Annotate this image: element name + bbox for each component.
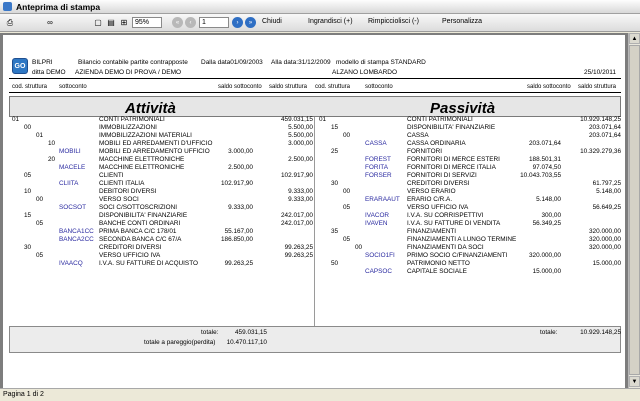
date-from: Dalla data01/09/2003 bbox=[201, 59, 263, 66]
header-divider bbox=[9, 78, 621, 79]
left-cod-struttura: 15 bbox=[24, 212, 32, 219]
title-bar bbox=[0, 0, 640, 14]
right-cod-struttura: 05 bbox=[343, 236, 351, 243]
totals-box bbox=[9, 326, 621, 353]
right-saldo-sottoconto: 5.148,00 bbox=[536, 196, 561, 203]
left-cod-struttura: 05 bbox=[24, 172, 32, 179]
zoom-icon[interactable]: ⊞ bbox=[120, 18, 128, 27]
left-sottoconto-code: CLIITA bbox=[59, 180, 79, 187]
single-page-icon[interactable]: ▢ bbox=[94, 18, 102, 27]
right-cod-struttura: 00 bbox=[355, 244, 363, 251]
right-sottoconto-code: IVAVEN bbox=[365, 220, 388, 227]
left-cod-struttura: 01 bbox=[12, 116, 20, 123]
status-bar bbox=[0, 388, 640, 401]
right-saldo-sottoconto: 320.000,00 bbox=[529, 252, 561, 259]
table-row bbox=[3, 132, 625, 140]
left-description: MOBILI ED ARREDAMENTI D'UFFICIO bbox=[99, 140, 213, 147]
pareggio-label: totale a pareggio(perdita) bbox=[144, 339, 216, 346]
right-description: CAPITALE SOCIALE bbox=[407, 268, 467, 275]
left-sottoconto-code: BANCA2CC bbox=[59, 236, 94, 243]
right-saldo-sottoconto: 188.501,31 bbox=[529, 156, 561, 163]
right-description: FINANZIAMENTI bbox=[407, 228, 456, 235]
left-description: VERSO UFFICIO IVA bbox=[99, 252, 161, 259]
right-total-value: 10.929.148,25 bbox=[580, 329, 621, 336]
right-saldo-sottoconto: 15.000,00 bbox=[532, 268, 561, 275]
left-saldo-sottoconto: 99.263,25 bbox=[224, 260, 253, 267]
left-description: SECONDA BANCA C/C 67/A bbox=[99, 236, 182, 243]
right-cod-struttura: 30 bbox=[331, 180, 339, 187]
right-description: DISPONIBILITA' FINANZIARIE bbox=[407, 124, 496, 131]
table-row bbox=[3, 244, 625, 252]
right-cod-struttura: 25 bbox=[331, 148, 339, 155]
right-total-label: totale: bbox=[540, 329, 558, 336]
right-description: VERSO ERARIO bbox=[407, 188, 456, 195]
right-description: FORNITORI DI MERCE ITALIA bbox=[407, 164, 496, 171]
right-description: CASSA bbox=[407, 132, 429, 139]
right-sottoconto-code: ERARAAUT bbox=[365, 196, 400, 203]
left-cod-struttura: 05 bbox=[36, 220, 44, 227]
left-cod-struttura: 10 bbox=[48, 140, 56, 147]
left-saldo-struttura: 2.500,00 bbox=[288, 156, 313, 163]
left-saldo-sottoconto: 9.333,00 bbox=[228, 204, 253, 211]
attivita-title: Attività bbox=[125, 100, 176, 117]
table-row bbox=[3, 236, 625, 244]
right-saldo-sottoconto: 300,00 bbox=[541, 212, 561, 219]
right-description: PATRIMONIO NETTO bbox=[407, 260, 470, 267]
left-description: SOCI C/SOTTOSCRIZIONI bbox=[99, 204, 177, 211]
table-row bbox=[3, 204, 625, 212]
col-saldo-sottoconto-left: saldo sottoconto bbox=[218, 84, 262, 90]
left-description: VERSO SOCI bbox=[99, 196, 139, 203]
right-saldo-struttura: 10.929.148,25 bbox=[580, 116, 621, 123]
table-row bbox=[3, 172, 625, 180]
table-row bbox=[3, 260, 625, 268]
left-saldo-sottoconto: 2.500,00 bbox=[228, 164, 253, 171]
page-input[interactable]: 1 bbox=[199, 17, 229, 28]
left-saldo-struttura: 242.017,00 bbox=[281, 212, 313, 219]
table-row bbox=[3, 268, 625, 276]
col-saldo-struttura-right: saldo struttura bbox=[578, 84, 617, 90]
right-saldo-sottoconto: 10.043.703,55 bbox=[520, 172, 561, 179]
section-header bbox=[9, 96, 621, 117]
right-saldo-struttura: 320.000,00 bbox=[589, 244, 621, 251]
right-saldo-struttura: 320.000,00 bbox=[589, 228, 621, 235]
table-row bbox=[3, 124, 625, 132]
right-description: CREDITORI DIVERSI bbox=[407, 180, 470, 187]
first-page-button[interactable]: « bbox=[172, 17, 183, 28]
table-row bbox=[3, 116, 625, 124]
left-description: IMMOBILIZZAZIONI MATERIALI bbox=[99, 132, 192, 139]
left-saldo-sottoconto: 186.850,00 bbox=[221, 236, 253, 243]
right-cod-struttura: 01 bbox=[319, 116, 327, 123]
left-cod-struttura: 00 bbox=[36, 196, 44, 203]
right-cod-struttura: 00 bbox=[343, 132, 351, 139]
left-description: CREDITORI DIVERSI bbox=[99, 244, 162, 251]
right-description: FINANZIAMENTI DA SOCI bbox=[407, 244, 484, 251]
right-saldo-struttura: 15.000,00 bbox=[592, 260, 621, 267]
left-total-label: totale: bbox=[201, 329, 219, 336]
right-cod-struttura: 15 bbox=[331, 124, 339, 131]
right-sottoconto-code: SOCIO1FI bbox=[365, 252, 395, 259]
right-cod-struttura: 05 bbox=[343, 204, 351, 211]
print-date: 25/10/2011 bbox=[584, 69, 617, 76]
left-description: BANCHE CONTI ORDINARI bbox=[99, 220, 181, 227]
left-saldo-sottoconto: 102.917,90 bbox=[221, 180, 253, 187]
right-cod-struttura: 00 bbox=[343, 188, 351, 195]
scroll-up-icon[interactable]: ▲ bbox=[629, 33, 640, 44]
company-label: ditta DEMO bbox=[32, 69, 66, 76]
table-row bbox=[3, 140, 625, 148]
left-total-value: 459.031,15 bbox=[235, 329, 267, 336]
right-saldo-struttura: 61.797,25 bbox=[592, 180, 621, 187]
table-row bbox=[3, 164, 625, 172]
col-sottoconto-left: sottoconto bbox=[59, 84, 87, 90]
binoculars-icon[interactable]: ∞ bbox=[47, 18, 53, 27]
table-row bbox=[3, 188, 625, 196]
vertical-scrollbar[interactable] bbox=[628, 33, 640, 388]
right-saldo-sottoconto: 97.074,50 bbox=[532, 164, 561, 171]
last-page-button[interactable]: » bbox=[245, 17, 256, 28]
report-title: Bilancio contabile partite contrapposte bbox=[78, 59, 188, 66]
right-saldo-struttura: 5.148,00 bbox=[596, 188, 621, 195]
report-code: BILPRI bbox=[32, 59, 53, 66]
right-cod-struttura: 50 bbox=[331, 260, 339, 267]
left-sottoconto-code: BANCA1CC bbox=[59, 228, 94, 235]
right-description: FORNITORI DI SERVIZI bbox=[407, 172, 477, 179]
left-saldo-sottoconto: 55.167,00 bbox=[224, 228, 253, 235]
zoom-out-button[interactable]: Rimpicciolisci (-) bbox=[368, 18, 419, 25]
left-saldo-struttura: 102.917,90 bbox=[281, 172, 313, 179]
right-saldo-sottoconto: 56.349,25 bbox=[532, 220, 561, 227]
left-description: CONTI PATRIMONIALI bbox=[99, 116, 165, 123]
left-description: DEBITORI DIVERSI bbox=[99, 188, 157, 195]
left-saldo-struttura: 5.500,00 bbox=[288, 124, 313, 131]
zoom-input[interactable]: 95% bbox=[132, 17, 162, 28]
right-description: ERARIO C/R.A. bbox=[407, 196, 453, 203]
left-description: PRIMA BANCA C/C 178/01 bbox=[99, 228, 177, 235]
left-cod-struttura: 05 bbox=[36, 252, 44, 259]
table-row bbox=[3, 252, 625, 260]
table-row bbox=[3, 148, 625, 156]
col-cod-struttura-left: cod. struttura bbox=[12, 84, 48, 90]
left-saldo-struttura: 5.500,00 bbox=[288, 132, 313, 139]
left-description: MOBILI ED ARREDAMENTO UFFICIO bbox=[99, 148, 210, 155]
right-description: PRIMO SOCIO C/FINANZIAMENTI bbox=[407, 252, 508, 259]
left-cod-struttura: 30 bbox=[24, 244, 32, 251]
table-row bbox=[3, 156, 625, 164]
window-title: Anteprima di stampa bbox=[16, 1, 101, 12]
app-icon bbox=[3, 2, 12, 11]
left-description: MACCHINE ELETTRONICHE bbox=[99, 156, 185, 163]
left-description: CLIENTI ITALIA bbox=[99, 180, 145, 187]
col-sottoconto-right: sottoconto bbox=[365, 84, 393, 90]
right-sottoconto-code: IVACOR bbox=[365, 212, 390, 219]
col-saldo-struttura-left: saldo struttura bbox=[269, 84, 308, 90]
left-description: CLIENTI bbox=[99, 172, 124, 179]
scroll-down-icon[interactable]: ▼ bbox=[629, 376, 640, 387]
print-icon[interactable]: ⎙ bbox=[6, 17, 14, 27]
right-sottoconto-code: FOREST bbox=[365, 156, 391, 163]
right-description: I.V.A. SU FATTURE DI VENDITA bbox=[407, 220, 501, 227]
page-info: Pagina 1 di 2 bbox=[3, 391, 44, 398]
left-description: MACCHINE ELETTRONICHE bbox=[99, 164, 185, 171]
left-cod-struttura: 00 bbox=[24, 124, 32, 131]
print-model: modello di stampa STANDARD bbox=[336, 59, 426, 66]
right-saldo-sottoconto: 203.071,64 bbox=[529, 140, 561, 147]
left-description: DISPONIBILITA' FINANZIARIE bbox=[99, 212, 188, 219]
right-saldo-struttura: 203.071,64 bbox=[589, 124, 621, 131]
right-sottoconto-code: CASSA bbox=[365, 140, 387, 147]
left-saldo-struttura: 9.333,00 bbox=[288, 196, 313, 203]
right-description: I.V.A. SU CORRISPETTIVI bbox=[407, 212, 484, 219]
right-sottoconto-code: CAPSOC bbox=[365, 268, 392, 275]
left-cod-struttura: 10 bbox=[24, 188, 32, 195]
left-sottoconto-code: MOBILI bbox=[59, 148, 81, 155]
left-saldo-struttura: 99.263,25 bbox=[284, 244, 313, 251]
multi-page-icon[interactable]: ▤ bbox=[107, 18, 115, 27]
next-page-button[interactable]: › bbox=[232, 17, 243, 28]
scroll-thumb[interactable] bbox=[629, 45, 640, 375]
left-sottoconto-code: SOCSOT bbox=[59, 204, 86, 211]
table-row bbox=[3, 180, 625, 188]
right-description: VERSO UFFICIO IVA bbox=[407, 204, 469, 211]
report-page bbox=[3, 35, 625, 388]
table-row bbox=[3, 220, 625, 228]
right-saldo-struttura: 56.649,25 bbox=[592, 204, 621, 211]
left-description: IMMOBILIZZAZIONI bbox=[99, 124, 157, 131]
right-description: FINANZIAMENTI A LUNGO TERMINE bbox=[407, 236, 517, 243]
columns-divider bbox=[9, 92, 621, 93]
left-saldo-struttura: 242.017,00 bbox=[281, 220, 313, 227]
customize-button[interactable]: Personalizza bbox=[442, 18, 483, 25]
right-sottoconto-code: FORSER bbox=[365, 172, 392, 179]
report-rows bbox=[3, 116, 625, 276]
right-saldo-struttura: 320.000,00 bbox=[589, 236, 621, 243]
left-description: I.V.A. SU FATTURE DI ACQUISTO bbox=[99, 260, 198, 267]
right-saldo-struttura: 10.329.279,36 bbox=[580, 148, 621, 155]
col-saldo-sottoconto-right: saldo sottoconto bbox=[527, 84, 571, 90]
left-saldo-struttura: 3.000,00 bbox=[288, 140, 313, 147]
table-row bbox=[3, 212, 625, 220]
zoom-in-button[interactable]: Ingrandisci (+) bbox=[308, 18, 353, 25]
date-to: Alla data:31/12/2009 bbox=[271, 59, 331, 66]
left-saldo-struttura: 9.333,00 bbox=[288, 188, 313, 195]
prev-page-button[interactable]: ‹ bbox=[185, 17, 196, 28]
left-sottoconto-code: MACELE bbox=[59, 164, 86, 171]
right-description: CONTI PATRIMONIALI bbox=[407, 116, 473, 123]
right-cod-struttura: 35 bbox=[331, 228, 339, 235]
company-logo: GO bbox=[12, 58, 28, 74]
right-saldo-struttura: 203.071,64 bbox=[589, 132, 621, 139]
passivita-title: Passività bbox=[430, 100, 496, 117]
table-row bbox=[3, 228, 625, 236]
company-city: ALZANO LOMBARDO bbox=[332, 69, 398, 76]
left-cod-struttura: 01 bbox=[36, 132, 44, 139]
right-sottoconto-code: FORITA bbox=[365, 164, 388, 171]
pareggio-value: 10.470.117,10 bbox=[226, 339, 267, 346]
left-sottoconto-code: IVAACQ bbox=[59, 260, 83, 267]
table-row bbox=[3, 196, 625, 204]
right-description: FORNITORI DI MERCE ESTERI bbox=[407, 156, 500, 163]
company-name: AZIENDA DEMO DI PROVA / DEMO bbox=[75, 69, 182, 76]
right-description: FORNITORI bbox=[407, 148, 443, 155]
left-saldo-struttura: 99.263,25 bbox=[284, 252, 313, 259]
preview-area[interactable] bbox=[0, 33, 628, 388]
left-saldo-struttura: 459.031,15 bbox=[281, 116, 313, 123]
left-saldo-sottoconto: 3.000,00 bbox=[228, 148, 253, 155]
col-cod-struttura-right: cod. struttura bbox=[315, 84, 351, 90]
close-button[interactable]: Chiudi bbox=[262, 18, 282, 25]
left-cod-struttura: 20 bbox=[48, 156, 56, 163]
right-description: CASSA ORDINARIA bbox=[407, 140, 466, 147]
